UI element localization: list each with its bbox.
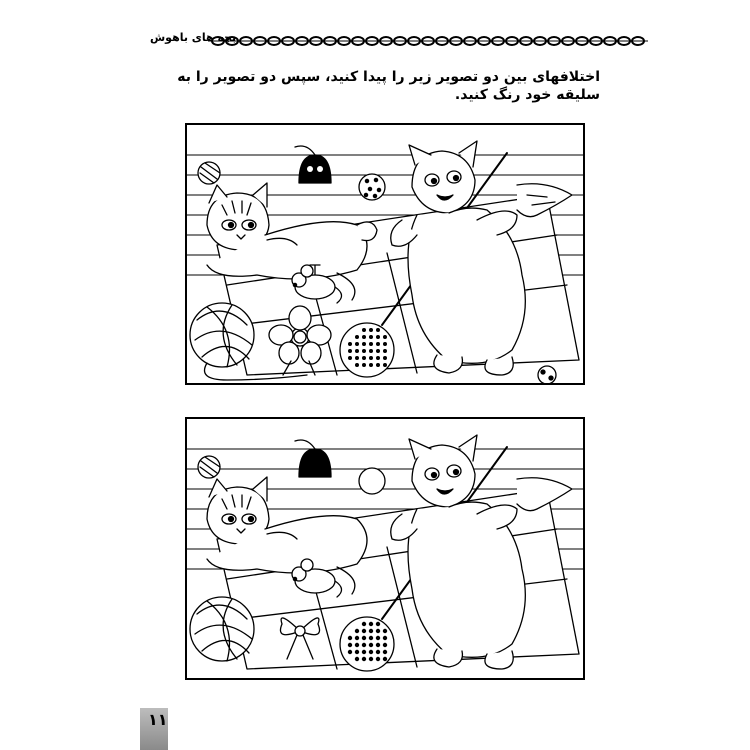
mouse-hole (299, 449, 331, 477)
cats-illustration-top (187, 125, 583, 383)
ball-dot (383, 650, 387, 654)
ball-dot (369, 657, 373, 661)
ball-dot (355, 349, 359, 353)
ball-dot (383, 643, 387, 647)
book-title: بچه های باهوش (150, 31, 237, 44)
ball-dot (369, 342, 373, 346)
ball-dot (355, 629, 359, 633)
ball-dot (383, 657, 387, 661)
ball-dot (376, 629, 380, 633)
page-header (0, 30, 750, 52)
ball-dot (355, 342, 359, 346)
ball-dot (376, 622, 380, 626)
ball-dot (383, 636, 387, 640)
ball-dot (383, 629, 387, 633)
ball-dot (369, 363, 373, 367)
mouse-hole (299, 155, 331, 183)
ball-dot (383, 356, 387, 360)
ball-dot (355, 335, 359, 339)
ball-dot (348, 342, 352, 346)
instruction-text: اختلافهای بین دو تصویر زیر را پیدا کنید، سپس دو تصویر را به سلیقه خود رنگ کنید. (177, 69, 600, 103)
ball-dot (348, 643, 352, 647)
ball-dot (355, 636, 359, 640)
ball-dot (355, 650, 359, 654)
ball-dot (348, 636, 352, 640)
ball-dot (383, 342, 387, 346)
ball-dot (355, 643, 359, 647)
ball-dot (383, 335, 387, 339)
ball-dot (348, 349, 352, 353)
ball-dot (362, 342, 366, 346)
ball-dot (376, 335, 380, 339)
ball-dot (369, 629, 373, 633)
ball-dot (355, 356, 359, 360)
ball-dot (376, 356, 380, 360)
page-number: ۱۱ (148, 710, 168, 729)
ball-dot (369, 636, 373, 640)
ball-dot (362, 349, 366, 353)
ball-dot (362, 629, 366, 633)
small-ball (538, 366, 556, 383)
ball-dot (362, 363, 366, 367)
ball-dot (376, 349, 380, 353)
picture-panel-top (185, 123, 585, 385)
ball-dot (348, 650, 352, 654)
ball-dot (362, 650, 366, 654)
ball-dot (383, 349, 387, 353)
ball-dot (369, 650, 373, 654)
ball-dot (362, 657, 366, 661)
ball-dot (383, 363, 387, 367)
decorative-chain-border (208, 33, 648, 49)
ball-dot (369, 622, 373, 626)
ball-dot (355, 657, 359, 661)
ball-dot (362, 622, 366, 626)
ball-dot (376, 328, 380, 332)
ball-dot (355, 363, 359, 367)
plain-ball (359, 468, 385, 494)
ball-dot (362, 335, 366, 339)
ball-dot (369, 328, 373, 332)
ball-dot (376, 636, 380, 640)
cats-illustration-bottom (187, 419, 583, 678)
ball-dot (362, 328, 366, 332)
ball-dot (369, 356, 373, 360)
ball-dot (362, 356, 366, 360)
ball-dot (376, 650, 380, 654)
ball-dot (369, 349, 373, 353)
ball-dot (376, 342, 380, 346)
yarn-ball (190, 597, 254, 661)
ball-dot (348, 356, 352, 360)
ball-dot (376, 363, 380, 367)
ball-dot (362, 636, 366, 640)
ball-dot (376, 657, 380, 661)
ball-dot (362, 643, 366, 647)
picture-panel-bottom (185, 417, 585, 680)
ball-dot (376, 643, 380, 647)
ball-dot (369, 335, 373, 339)
ball-dot (369, 643, 373, 647)
dotted-ball (359, 174, 385, 200)
